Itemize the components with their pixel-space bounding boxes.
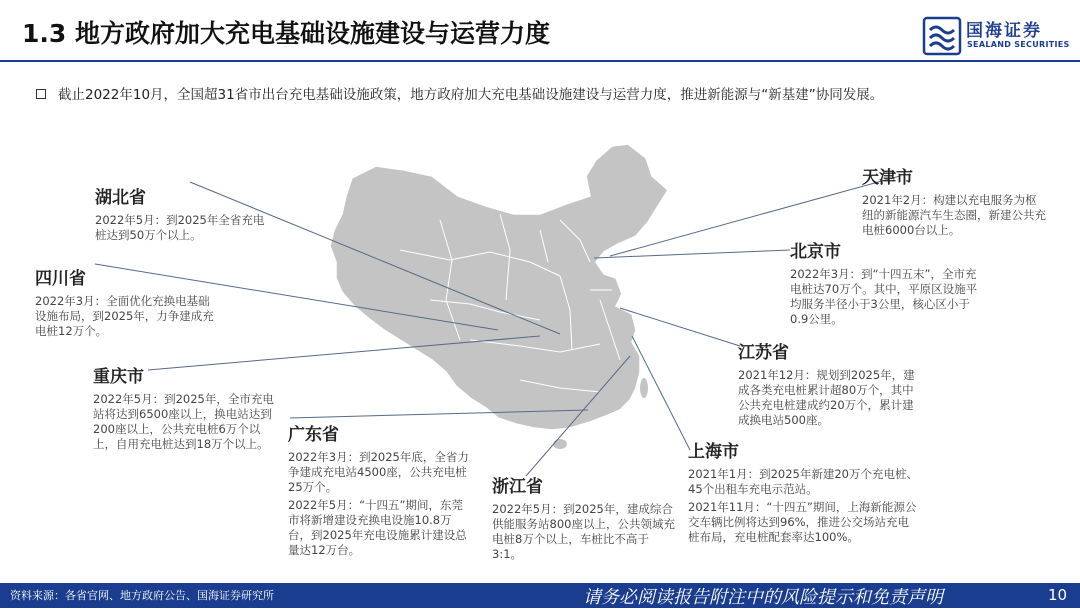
region-name: 湖北省 <box>95 188 146 208</box>
hainan-island <box>553 439 567 449</box>
leader-line-beijing <box>594 250 790 258</box>
page-number: 10 <box>1048 586 1068 604</box>
region-name: 天津市 <box>862 168 913 188</box>
region-desc: 2021年12月：规划到2025年，建成各类充电桩累计超80万个，其中公共充电桩建成约20万个，累计建成换电站500座。 <box>738 368 915 427</box>
region-zhejiang <box>492 472 676 562</box>
region-shanghai <box>688 437 918 545</box>
region-desc: 2022年5月：到2025年，建成综合供能服务站800座以上，公共领域充电桩8万个以上，车桩比不高于3:1。 <box>492 502 675 561</box>
region-hubei <box>95 183 275 243</box>
region-tianjin <box>862 163 1047 238</box>
region-desc: 2022年3月：到“十四五末”，全市充电桩达70万个。其中，平原区设施平均服务半径小于3公里，核心区小于0.9公里。 <box>790 267 978 326</box>
region-desc: 2022年3月：到2025年底，全省力争建成充电站4500座，公共充电桩25万个。 <box>288 450 469 494</box>
region-desc: 2022年3月：全面优化充换电基础设施布局，到2025年，力争建成充电桩12万个。 <box>35 294 214 338</box>
region-beijing <box>790 237 980 327</box>
region-name: 浙江省 <box>492 477 543 497</box>
region-chongqing <box>93 362 283 452</box>
intro-text: 截止2022年10月，全国超31省市出台充电基础设施政策，地方政府加大充电基础设施建设与运营力度，推进新能源与“新基建”协同发展。 <box>58 87 884 103</box>
region-desc: 2022年5月：到2025年全省充电桩达到50万个以上。 <box>95 213 265 242</box>
taiwan-island <box>640 378 648 398</box>
region-desc: 2021年1月：到2025年新建20万个充电桩、45个出租车充电示范站。 <box>688 467 918 496</box>
region-name: 上海市 <box>688 442 739 462</box>
region-name: 广东省 <box>288 425 339 445</box>
region-name: 重庆市 <box>93 367 144 387</box>
region-name: 北京市 <box>790 242 841 262</box>
leader-line-jiangsu <box>620 308 740 346</box>
footer-source: 资料来源：各省官网、地方政府公告、国海证券研究所 <box>10 589 274 602</box>
region-desc: 2022年5月：到2025年，全市充电站将达到6500座以上，换电站达到200座以上，公共充电桩6万个以上，自用充电桩达到18万个以上。 <box>93 392 274 451</box>
region-desc-2: 2021年11月：“十四五”期间，上海新能源公交车辆比例将达到96%，推进公交场站充电桩布局，充电桩配套率达100%。 <box>688 500 917 544</box>
region-name: 江苏省 <box>738 343 789 363</box>
china-map-shape <box>330 144 668 430</box>
region-jiangsu <box>738 338 923 428</box>
region-sichuan <box>35 264 220 339</box>
region-desc-2: 2022年5月：“十四五”期间，东莞市将新增建设充换电设施10.8万台，到2025年充电设施累计建设总量达12万台。 <box>288 498 467 557</box>
region-guangdong <box>288 420 470 558</box>
region-desc: 2021年2月：构建以充电服务为枢纽的新能源汽车生态圈，新建公共充电桩6000台以上。 <box>862 193 1046 237</box>
logo-text-en: SEALAND SECURITIES <box>967 40 1070 49</box>
logo-text-cn: 国海证券 <box>966 21 1042 41</box>
page-title: 1.3 地方政府加大充电基础设施建设与运营力度 <box>22 19 550 48</box>
region-name: 四川省 <box>35 269 86 289</box>
footer-disclaimer: 请务必阅读报告附注中的风险提示和免责声明 <box>583 587 943 608</box>
